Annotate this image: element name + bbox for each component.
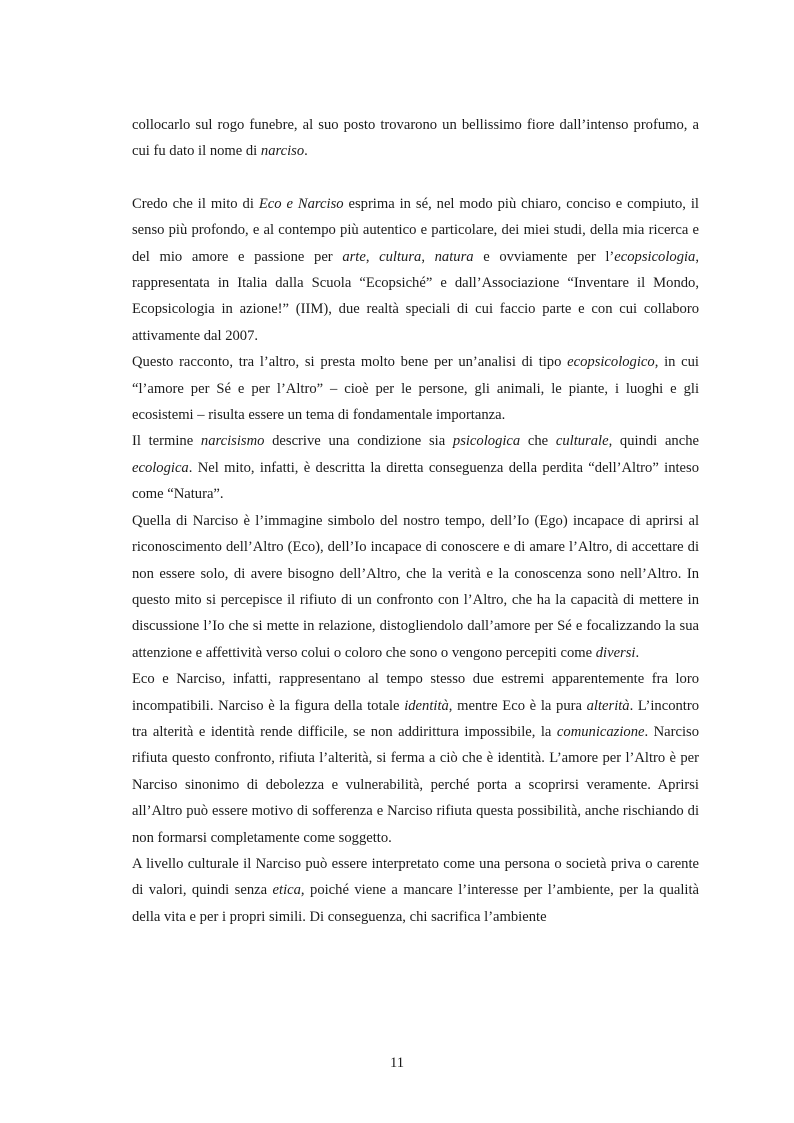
paragraph-7: [132, 851, 699, 930]
text-run: , mentre Eco è la pura: [448, 697, 587, 714]
text-run: . Narciso rifiuta questo confronto, rifiuta l’alterità, si ferma a ciò che è identità. L’amore per l’Altro è per Narciso sinonimo di debolezza e vulnerabilità, perché porta a scoprirsi veramente. Aprirsi all’Altro può essere motivo di sofferenza e Narciso rifiuta questa possibilità, anche rischiando di non formarsi completamente come soggetto.: [132, 723, 699, 846]
page-number: 11: [389, 1055, 405, 1071]
text-run: Quella di Narciso è l’immagine simbolo del nostro tempo, dell’Io (Ego) incapace di aprirsi al riconoscimento dell’Altro (Eco), dell’Io incapace di conoscere e di amare l’Altro, di accettare di non essere solo, di avere bisogno dell’Altro, che la verità e la conoscenza sono nell’Altro. In questo mito si percepisce il rifiuto di un confronto con l’Altro, che ha la capacità di mettere in discussione l’Io che si mette in relazione, distogliendolo dall’amore per Sé e focalizzando la sua attenzione e affettività verso colui o coloro che sono o vengono percepiti come: [132, 512, 699, 661]
paragraph-6: [132, 666, 699, 851]
text-run: Eco e Narciso, infatti, rappresentano al tempo stesso due estremi apparentemente fra loro incompatibili. Narciso è la figura della totale: [132, 671, 699, 714]
text-run: , quindi anche: [608, 433, 699, 450]
text-run: ,: [421, 248, 435, 265]
text-run: . Nel mito, infatti, è descritta la diretta conseguenza della perdita “dell’Altro” inteso come “Natura”.: [132, 459, 699, 503]
italic-text: culturale: [555, 433, 609, 450]
italic-text: narciso: [260, 143, 305, 160]
text-run: esprima in sé, nel modo più chiaro, conciso e compiuto, il senso più profondo, e al contempo più autentico e particolare, dei miei studi, della mia ricerca e del mio amore e passione per: [132, 195, 699, 265]
text-run: descrive una condizione sia: [264, 433, 453, 450]
italic-text: etica: [272, 882, 301, 899]
italic-text: natura: [434, 248, 474, 265]
paragraph-4: [132, 428, 699, 507]
italic-text: alterità: [586, 697, 630, 714]
italic-text: ecologica: [132, 459, 189, 476]
italic-text: ecopsicologico: [567, 354, 655, 371]
text-run: e ovviamente per l’: [473, 248, 615, 265]
italic-text: ecopsicologia: [614, 248, 696, 265]
text-run: Credo che il mito di: [132, 195, 259, 212]
text-run: .: [304, 143, 308, 160]
italic-text: narcisismo: [200, 433, 265, 450]
italic-text: comunicazione: [556, 723, 645, 740]
text-run: . L’incontro tra alterità e identità rende difficile, se non addirittura impossibile, la: [132, 697, 699, 740]
italic-text: diversi: [595, 644, 636, 661]
body-text: [132, 112, 699, 930]
paragraph-2: [132, 191, 699, 349]
text-run: Il termine: [132, 433, 201, 450]
italic-text: identità: [404, 697, 449, 714]
text-run: Questo racconto, tra l’altro, si presta molto bene per un’analisi di tipo: [132, 354, 568, 371]
italic-text: cultura: [379, 248, 422, 265]
text-run: che: [520, 433, 556, 450]
text-run: , poiché viene a mancare l’interesse per l’ambiente, per la qualità della vita e per i propri simili. Di conseguenza, chi sacrifica l’ambiente: [132, 882, 699, 925]
italic-text: psicologica: [452, 433, 521, 450]
text-run: .: [635, 644, 640, 661]
text-run: A livello culturale il Narciso può essere interpretato come una persona o società priva o carente di valori, quindi senza: [132, 855, 699, 899]
paragraph-5: [132, 508, 699, 666]
italic-text: Eco e Narciso: [258, 195, 344, 212]
text-run: , in cui “l’amore per Sé e per l’Altro” – cioè per le persone, gli animali, le piante, i luoghi e gli ecosistemi – risulta essere un tema di fondamentale importanza.: [132, 354, 699, 424]
text-run: collocarlo sul rogo funebre, al suo posto trovarono un bellissimo fiore dall’intenso profumo, a cui fu dato il nome di: [132, 117, 699, 160]
text-run: ,: [365, 248, 380, 265]
paragraph-1: [132, 112, 699, 165]
italic-text: arte: [342, 248, 366, 265]
text-run: , rappresentata in Italia dalla Scuola “Ecopsiché” e dall’Associazione “Inventare il Mondo, Ecopsicologia in azione!” (IIM), due realtà speciali di cui faccio parte e con cui collaboro attivamente dal 2007.: [132, 248, 700, 344]
paragraph-3: [132, 349, 699, 428]
